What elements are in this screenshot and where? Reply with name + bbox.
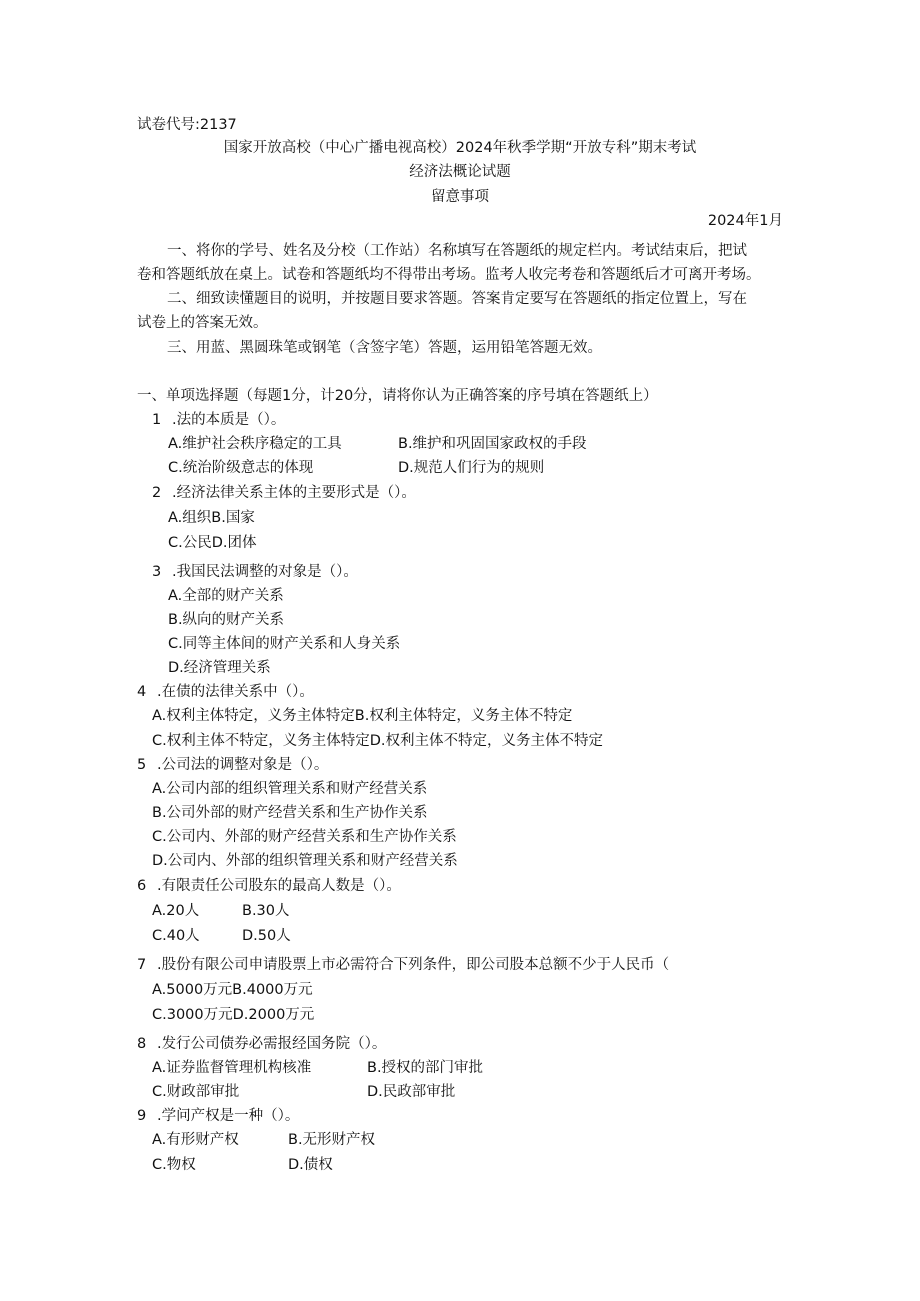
option-a: A.公司内部的组织管理关系和财产经营关系 [152, 781, 428, 797]
option-b: B.公司外部的财产经营关系和生产协作关系 [152, 805, 428, 821]
subject-title: 经济法概论试题 [409, 164, 511, 180]
exam-date: 2024年1月 [707, 213, 783, 229]
option-ab: A.5000万元B.4000万元 [152, 982, 313, 998]
question-number: 7 [137, 957, 147, 973]
question-number: 6 [137, 878, 147, 894]
option-ab: A.组织B.国家 [168, 510, 255, 526]
option-a: A.维护社会秩序稳定的工具 [168, 436, 342, 452]
section-title: 一、单项选择题（每题1分，计20分，请将你认为正确答案的序号填在答题纸上） [137, 388, 658, 404]
question-text: .法的本质是（）。 [172, 412, 286, 428]
option-d: D.规范人们行为的规则 [398, 460, 545, 476]
question-number: 2 [152, 485, 162, 501]
option-b: B.维护和巩固国家政权的手段 [398, 436, 587, 452]
question-text: .我国民法调整的对象是（）。 [172, 564, 358, 580]
option-c: C.同等主体间的财产关系和人身关系 [168, 636, 401, 652]
option-b: B.授权的部门审批 [367, 1060, 484, 1076]
option-d: D.债权 [288, 1157, 333, 1173]
question-text: .股份有限公司申请股票上市必需符合下列条件，即公司股本总额不少于人民币（ [157, 957, 670, 973]
question-number: 1 [152, 412, 162, 428]
option-cd: C.3000万元D.2000万元 [152, 1007, 315, 1023]
option-c: C.统治阶级意志的体现 [168, 460, 314, 476]
notice-paragraph-3: 三、用蓝、黑圆珠笔或钢笔（含签字笔）答题，运用铅笔答题无效。 [167, 340, 602, 356]
option-cd: C.公民D.团体 [168, 535, 257, 551]
option-a: A.有形财产权 [152, 1132, 239, 1148]
question-text: .学问产权是一种（）。 [157, 1108, 300, 1124]
option-c: C.财政部审批 [152, 1084, 240, 1100]
question-number: 5 [137, 757, 147, 773]
option-cd: C.权利主体不特定，义务主体特定D.权利主体不特定，义务主体不特定 [152, 733, 604, 749]
option-d: D.经济管理关系 [168, 660, 271, 676]
option-b: B.纵向的财产关系 [168, 612, 285, 628]
notice-heading: 留意事项 [431, 189, 489, 205]
notice-paragraph-2: 二、细致读懂题目的说明，并按题目要求答题。答案肯定要写在答题纸的指定位置上，写在 [167, 291, 747, 307]
option-d: D.公司内、外部的组织管理关系和财产经营关系 [152, 853, 458, 869]
option-c: C.40人 [152, 928, 200, 944]
question-text: .有限责任公司股东的最高人数是（）。 [157, 878, 401, 894]
option-d: D.50人 [242, 928, 291, 944]
option-ab: A.权利主体特定，义务主体特定B.权利主体特定，义务主体不特定 [152, 708, 573, 724]
option-b: B.无形财产权 [288, 1132, 376, 1148]
option-a: A.20人 [152, 903, 200, 919]
question-text: .在债的法律关系中（）。 [157, 684, 314, 700]
option-c: C.公司内、外部的财产经营关系和生产协作关系 [152, 829, 457, 845]
option-c: C.物权 [152, 1157, 196, 1173]
notice-paragraph-1: 一、将你的学号、姓名及分校（工作站）名称填写在答题纸的规定栏内。考试结束后，把试 [167, 243, 747, 259]
option-a: A.全部的财产关系 [168, 588, 284, 604]
exam-title: 国家开放高校（中心广播电视高校）2024年秋季学期“开放专科”期末考试 [223, 140, 697, 156]
question-text: .发行公司债券必需报经国务院（）。 [157, 1036, 387, 1052]
question-number: 4 [137, 684, 147, 700]
question-number: 9 [137, 1108, 147, 1124]
option-a: A.证券监督管理机构核准 [152, 1060, 312, 1076]
question-text: .经济法律关系主体的主要形式是（）。 [172, 485, 416, 501]
notice-paragraph-2-cont: 试卷上的答案无效。 [137, 315, 268, 331]
notice-paragraph-1-cont: 卷和答题纸放在桌上。试卷和答题纸均不得带出考场。监考人收完考卷和答题纸后才可离开考场。 [137, 267, 761, 283]
question-number: 8 [137, 1036, 147, 1052]
option-b: B.30人 [242, 903, 290, 919]
question-text: .公司法的调整对象是（）。 [157, 757, 329, 773]
option-d: D.民政部审批 [367, 1084, 456, 1100]
question-number: 3 [152, 564, 162, 580]
paper-code: 试卷代号:2137 [137, 117, 237, 133]
